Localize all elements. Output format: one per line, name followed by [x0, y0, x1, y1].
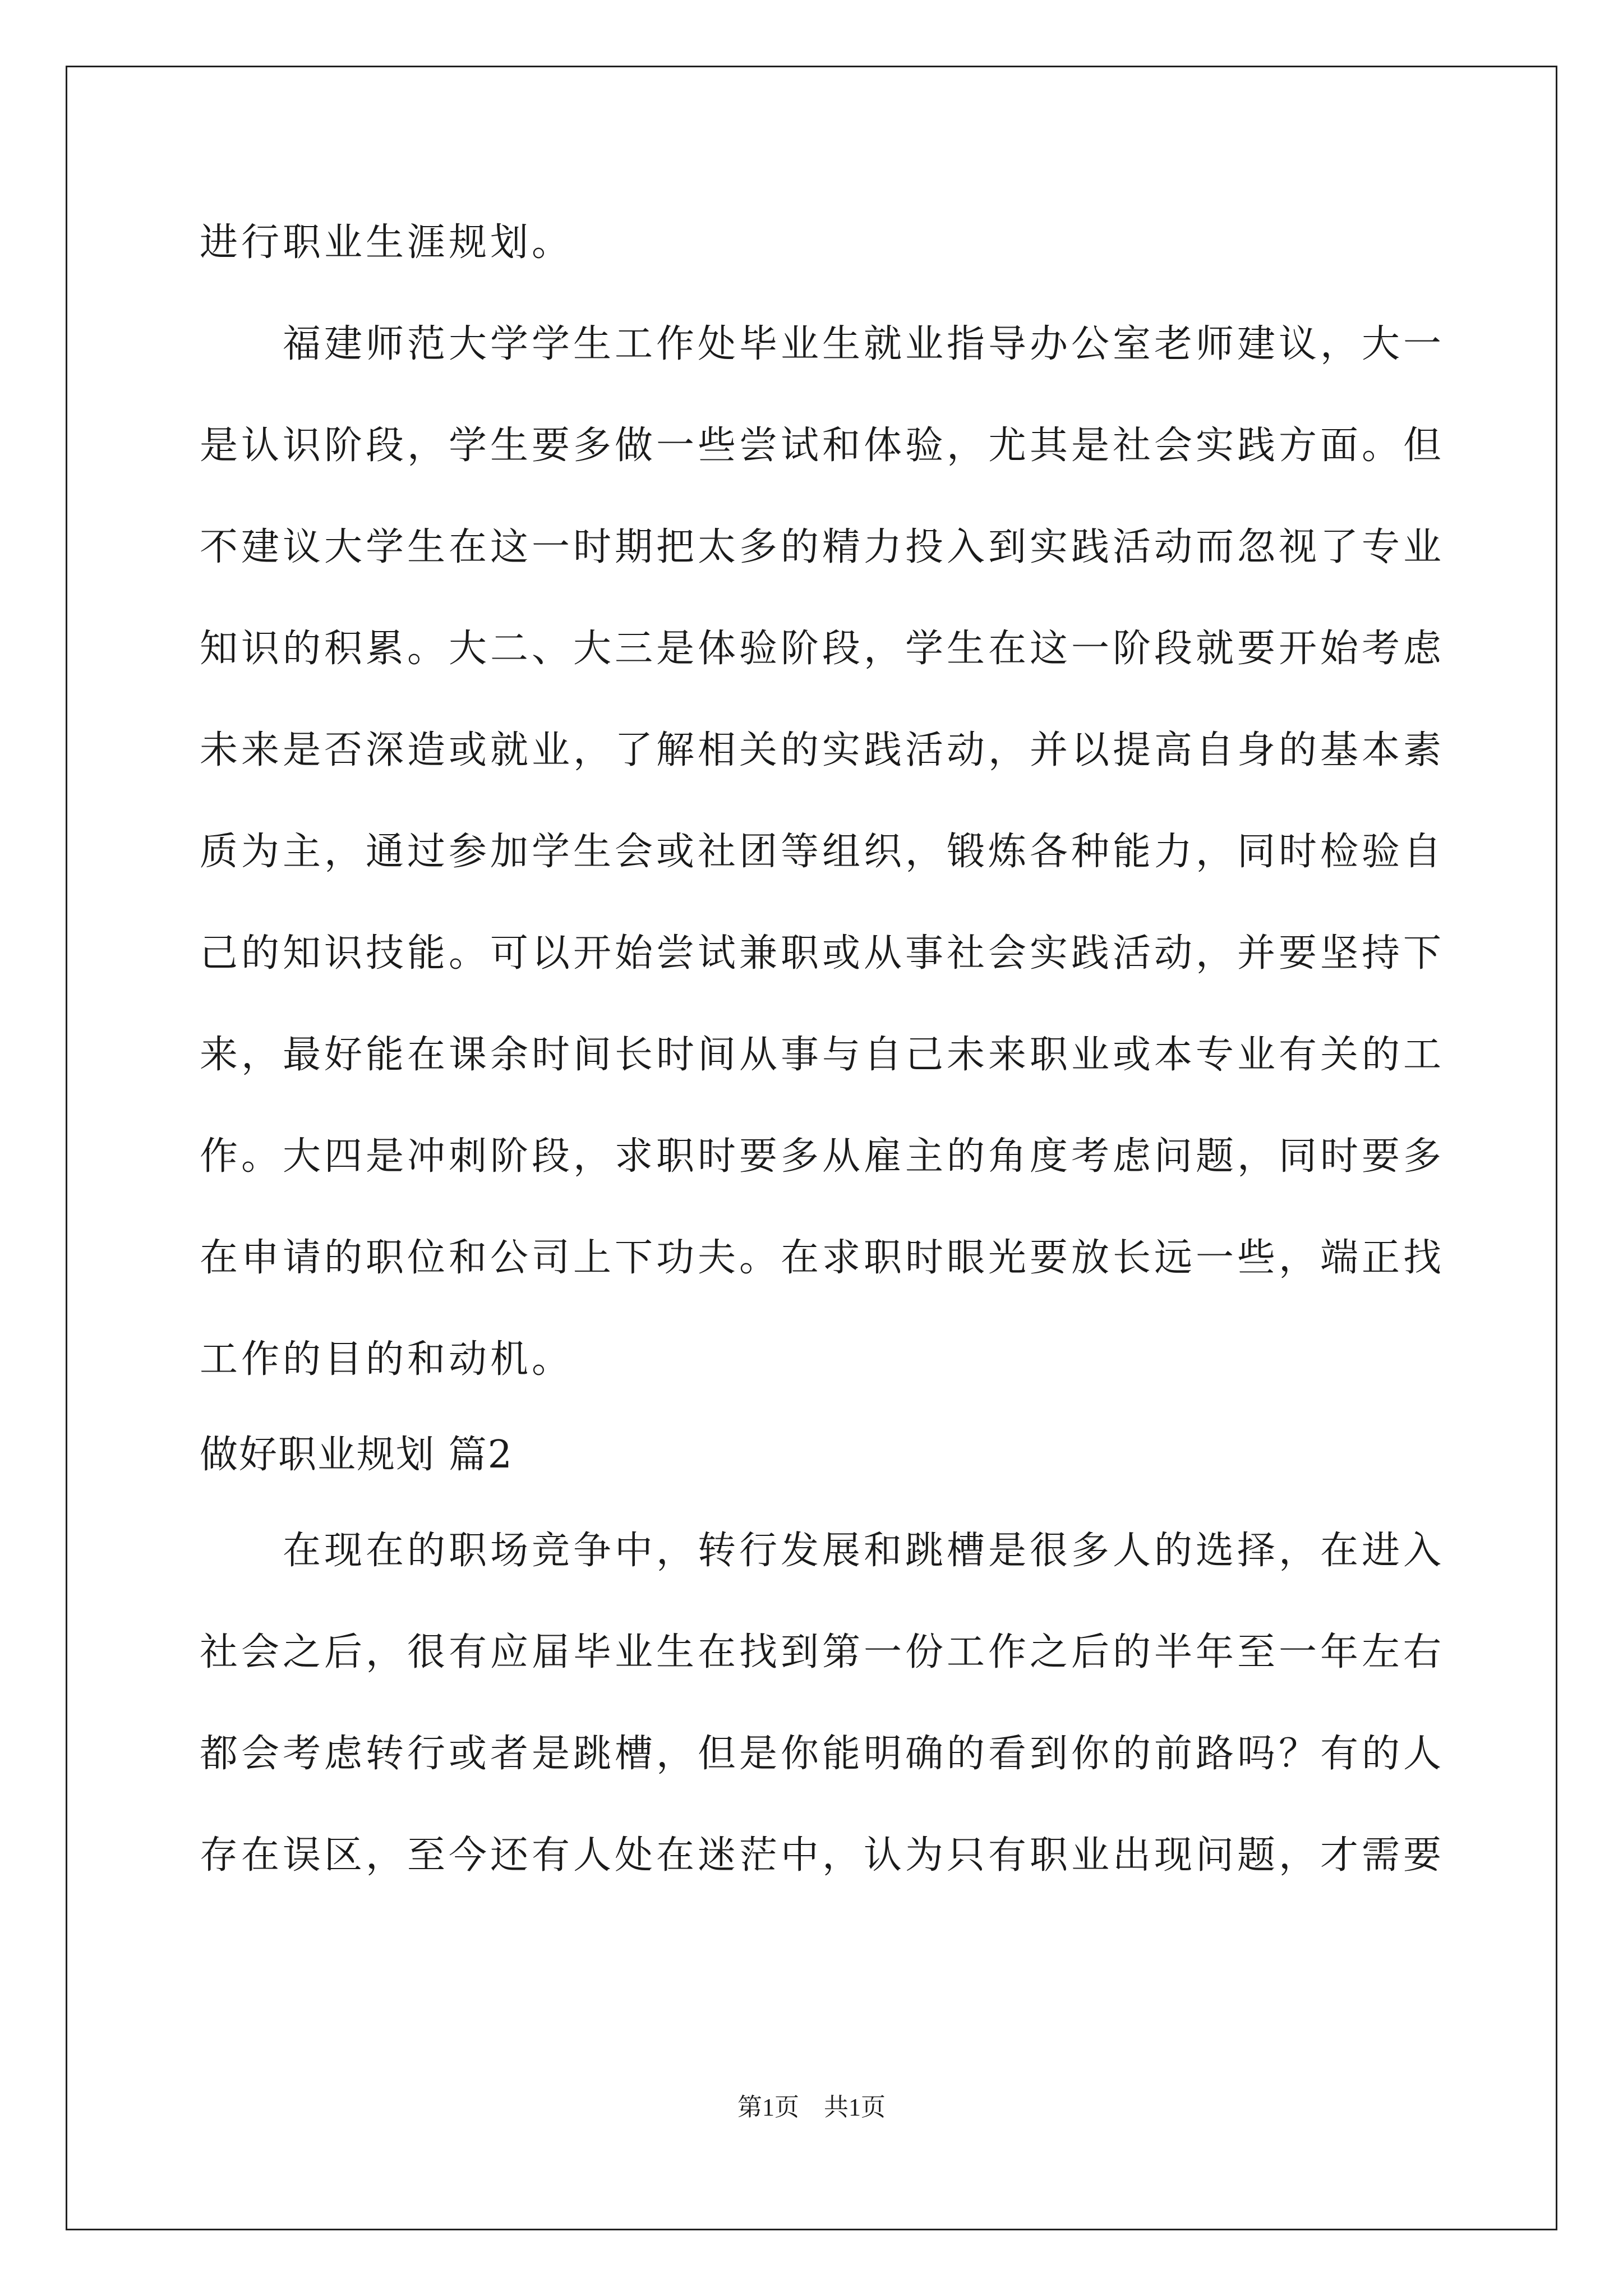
text-line: 工作的目的和动机。 — [200, 1337, 574, 1382]
text-line: 存在误区，至今还有人处在迷茫中，认为只有职业出现问题，才需要 — [200, 1833, 1445, 1878]
page-number-footer: 第1页 共1页 — [737, 2093, 886, 2121]
text-line: 社会之后，很有应届毕业生在找到第一份工作之后的半年至一年左右 — [200, 1630, 1445, 1674]
text-line: 福建师范大学学生工作处毕业生就业指导办公室老师建议，大一 — [200, 322, 1445, 366]
text-line: 未来是否深造或就业，了解相关的实践活动，并以提高自身的基本素 — [200, 728, 1445, 772]
text-line: 知识的积累。大二、大三是体验阶段，学生在这一阶段就要开始考虑 — [200, 627, 1445, 671]
text-line: 都会考虑转行或者是跳槽，但是你能明确的看到你的前路吗？有的人 — [200, 1732, 1445, 1776]
text-line: 不建议大学生在这一时期把太多的精力投入到实践活动而忽视了专业 — [200, 525, 1445, 569]
text-line: 己的知识技能。可以开始尝试兼职或从事社会实践活动，并要坚持下 — [200, 931, 1445, 976]
text-line: 来，最好能在课余时间长时间从事与自己未来职业或本专业有关的工 — [200, 1033, 1445, 1077]
text-line: 质为主，通过参加学生会或社团等组织，锻炼各种能力，同时检验自 — [200, 830, 1445, 874]
text-line: 在申请的职位和公司上下功夫。在求职时眼光要放长远一些，端正找 — [200, 1236, 1445, 1280]
text-line: 是认识阶段，学生要多做一些尝试和体验，尤其是社会实践方面。但 — [200, 424, 1445, 468]
text-line: 在现在的职场竞争中，转行发展和跳槽是很多人的选择，在进入 — [200, 1529, 1445, 1573]
section-heading: 做好职业规划 篇2 — [200, 1433, 513, 1477]
text-line: 进行职业生涯规划。 — [200, 220, 574, 265]
text-line: 作。大四是冲刺阶段，求职时要多从雇主的角度考虑问题，同时要多 — [200, 1134, 1445, 1179]
document-body — [200, 192, 1445, 1906]
